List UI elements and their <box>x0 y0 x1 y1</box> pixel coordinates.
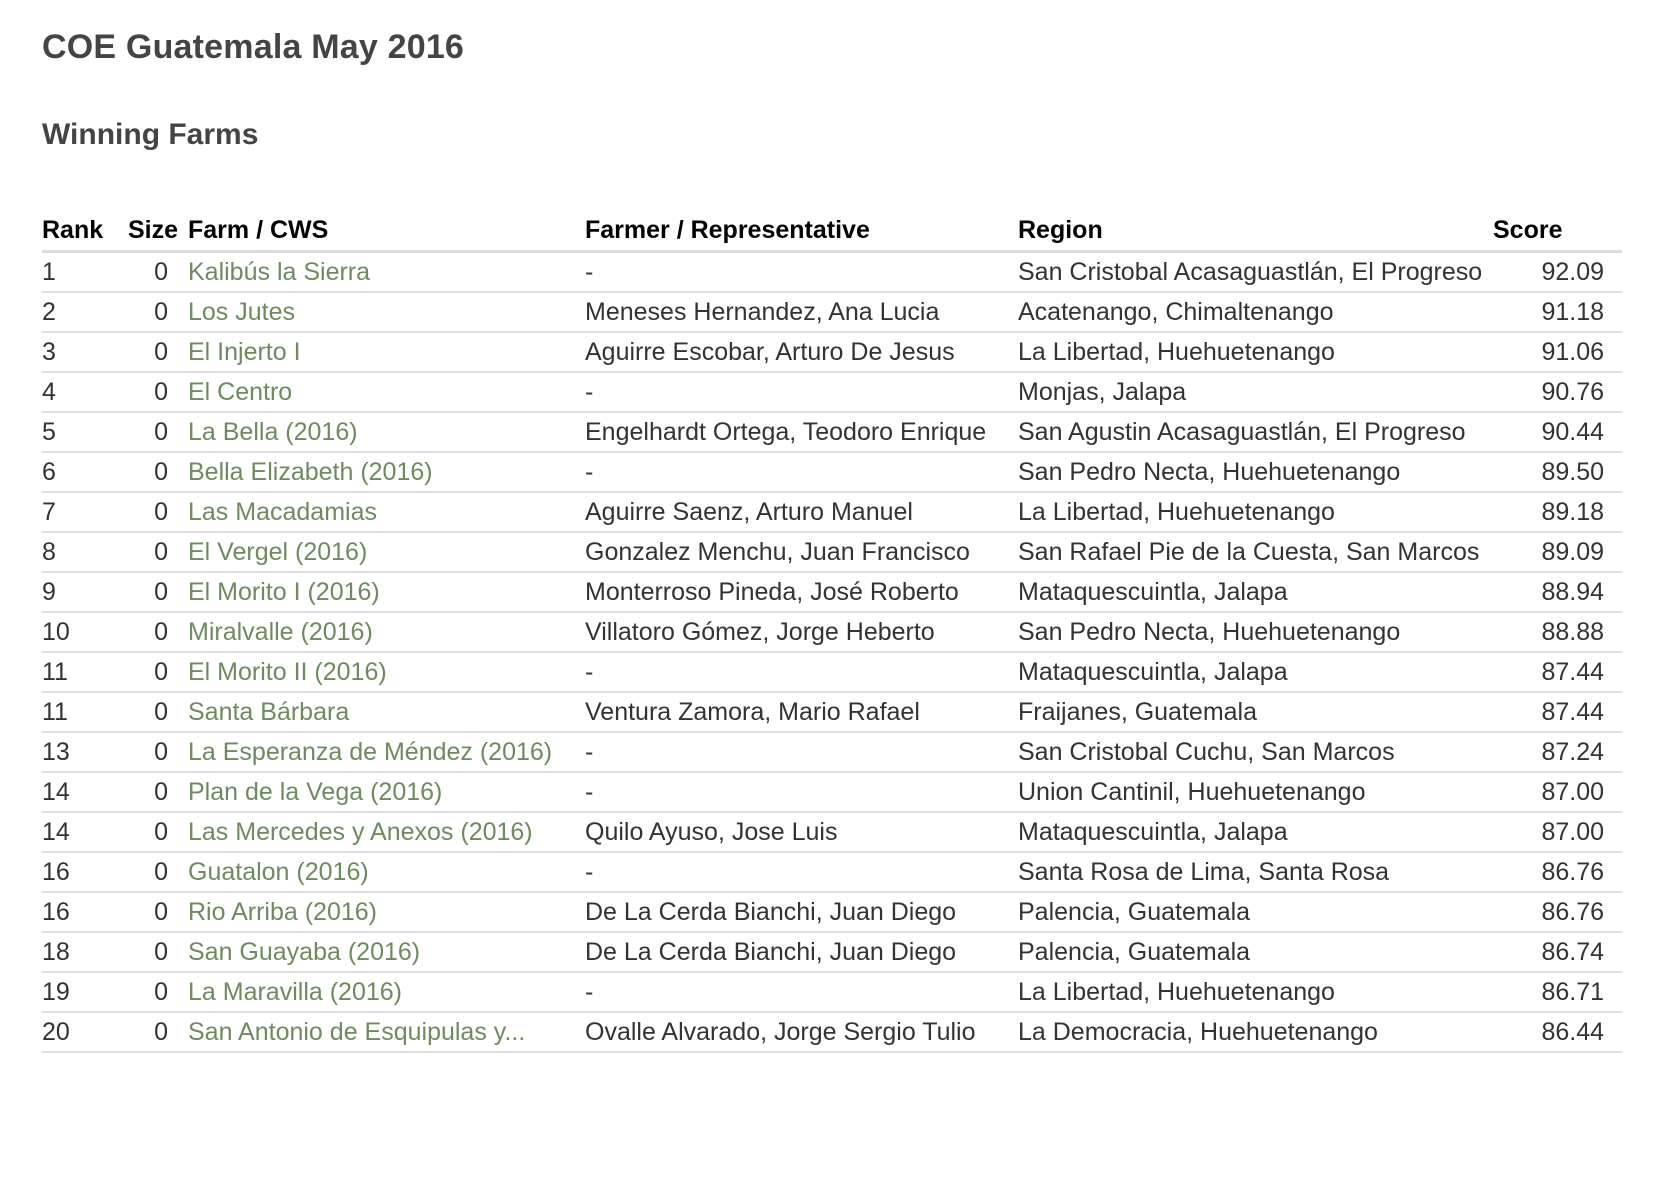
farmer-cell: Gonzalez Menchu, Juan Francisco <box>585 532 1018 572</box>
farm-link[interactable]: Plan de la Vega (2016) <box>188 778 443 806</box>
farm-link[interactable]: Santa Bárbara <box>188 698 350 726</box>
size-cell: 0 <box>128 732 188 772</box>
farm-link[interactable]: Las Macadamias <box>188 498 377 526</box>
farmer-cell: - <box>585 452 1018 492</box>
rank-cell: 7 <box>42 492 128 532</box>
score-cell: 90.76 <box>1493 372 1622 412</box>
region-cell: Santa Rosa de Lima, Santa Rosa <box>1018 852 1493 892</box>
score-cell: 91.06 <box>1493 332 1622 372</box>
score-column-header[interactable]: Score <box>1493 212 1622 252</box>
farm-link[interactable]: Los Jutes <box>188 298 296 326</box>
rank-cell: 1 <box>42 252 128 293</box>
region-column-header[interactable]: Region <box>1018 212 1493 252</box>
farm-link[interactable]: Las Mercedes y Anexos (2016) <box>188 818 533 846</box>
region-cell: San Cristobal Acasaguastlán, El Progreso <box>1018 252 1493 293</box>
size-cell: 0 <box>128 332 188 372</box>
farm-cell <box>188 732 585 772</box>
score-cell: 88.88 <box>1493 612 1622 652</box>
farmer-cell: De La Cerda Bianchi, Juan Diego <box>585 892 1018 932</box>
farmer-cell: - <box>585 732 1018 772</box>
rank-cell: 2 <box>42 292 128 332</box>
rank-cell: 11 <box>42 652 128 692</box>
size-cell: 0 <box>128 812 188 852</box>
rank-cell: 18 <box>42 932 128 972</box>
table-row <box>42 412 1622 452</box>
farm-cell <box>188 1012 585 1052</box>
score-cell: 90.44 <box>1493 412 1622 452</box>
farm-link[interactable]: Kalibús la Sierra <box>188 258 371 286</box>
table-row <box>42 972 1622 1012</box>
size-cell: 0 <box>128 892 188 932</box>
size-cell: 0 <box>128 532 188 572</box>
farm-link[interactable]: El Morito II (2016) <box>188 658 387 686</box>
rank-cell: 6 <box>42 452 128 492</box>
size-column-header[interactable]: Size <box>128 212 188 252</box>
region-cell: La Libertad, Huehuetenango <box>1018 332 1493 372</box>
rank-cell: 9 <box>42 572 128 612</box>
size-cell: 0 <box>128 852 188 892</box>
table-row <box>42 1012 1622 1052</box>
rank-cell: 19 <box>42 972 128 1012</box>
score-cell: 87.00 <box>1493 772 1622 812</box>
size-cell: 0 <box>128 692 188 732</box>
rank-cell: 16 <box>42 852 128 892</box>
size-cell: 0 <box>128 452 188 492</box>
farmer-cell: Villatoro Gómez, Jorge Heberto <box>585 612 1018 652</box>
region-cell: Fraijanes, Guatemala <box>1018 692 1493 732</box>
table-row <box>42 692 1622 732</box>
rank-column-header[interactable]: Rank <box>42 212 128 252</box>
table-row <box>42 332 1622 372</box>
size-cell: 0 <box>128 292 188 332</box>
farmer-cell: - <box>585 252 1018 293</box>
farm-cell <box>188 532 585 572</box>
region-cell: San Cristobal Cuchu, San Marcos <box>1018 732 1493 772</box>
farmer-cell: - <box>585 652 1018 692</box>
score-cell: 87.44 <box>1493 692 1622 732</box>
region-cell: Palencia, Guatemala <box>1018 932 1493 972</box>
size-cell: 0 <box>128 412 188 452</box>
farm-cell <box>188 492 585 532</box>
rank-cell: 20 <box>42 1012 128 1052</box>
table-row <box>42 572 1622 612</box>
table-row <box>42 612 1622 652</box>
farm-cell <box>188 572 585 612</box>
farmer-cell: Quilo Ayuso, Jose Luis <box>585 812 1018 852</box>
farm-cell <box>188 972 585 1012</box>
farm-cell <box>188 652 585 692</box>
table-row <box>42 852 1622 892</box>
size-cell: 0 <box>128 972 188 1012</box>
farmer-cell: - <box>585 852 1018 892</box>
page-title: COE Guatemala May 2016 <box>42 28 465 66</box>
score-cell: 87.00 <box>1493 812 1622 852</box>
table-row <box>42 652 1622 692</box>
score-cell: 87.24 <box>1493 732 1622 772</box>
score-cell: 86.71 <box>1493 972 1622 1012</box>
region-cell: Mataquescuintla, Jalapa <box>1018 652 1493 692</box>
farm-cell <box>188 452 585 492</box>
score-cell: 89.09 <box>1493 532 1622 572</box>
farmer-cell: Aguirre Escobar, Arturo De Jesus <box>585 332 1018 372</box>
farmer-cell: De La Cerda Bianchi, Juan Diego <box>585 932 1018 972</box>
region-cell: Monjas, Jalapa <box>1018 372 1493 412</box>
farmer-cell: - <box>585 372 1018 412</box>
size-cell: 0 <box>128 772 188 812</box>
table-row <box>42 812 1622 852</box>
farm-cell <box>188 692 585 732</box>
farm-link[interactable]: El Injerto I <box>188 338 301 366</box>
table-row <box>42 772 1622 812</box>
table-row <box>42 932 1622 972</box>
rank-cell: 14 <box>42 812 128 852</box>
farm-link[interactable]: Guatalon (2016) <box>188 858 369 886</box>
region-cell: La Libertad, Huehuetenango <box>1018 492 1493 532</box>
farmer-cell: Aguirre Saenz, Arturo Manuel <box>585 492 1018 532</box>
score-cell: 87.44 <box>1493 652 1622 692</box>
rank-cell: 13 <box>42 732 128 772</box>
rank-cell: 14 <box>42 772 128 812</box>
region-cell: Mataquescuintla, Jalapa <box>1018 812 1493 852</box>
region-cell: La Democracia, Huehuetenango <box>1018 1012 1493 1052</box>
table-row <box>42 252 1622 293</box>
rank-cell: 11 <box>42 692 128 732</box>
score-cell: 86.76 <box>1493 892 1622 932</box>
region-cell: La Libertad, Huehuetenango <box>1018 972 1493 1012</box>
farm-cell <box>188 892 585 932</box>
table-body <box>42 252 1622 1053</box>
farm-link[interactable]: El Centro <box>188 378 293 406</box>
farm-link[interactable]: Rio Arriba (2016) <box>188 898 377 926</box>
region-cell: San Pedro Necta, Huehuetenango <box>1018 452 1493 492</box>
score-cell: 88.94 <box>1493 572 1622 612</box>
score-cell: 89.18 <box>1493 492 1622 532</box>
rank-cell: 4 <box>42 372 128 412</box>
farm-cell <box>188 292 585 332</box>
table-row <box>42 452 1622 492</box>
size-cell: 0 <box>128 932 188 972</box>
results-table <box>42 212 1622 1053</box>
table-header <box>42 212 1622 252</box>
farmer-cell: Engelhardt Ortega, Teodoro Enrique <box>585 412 1018 452</box>
table-row <box>42 892 1622 932</box>
farm-link[interactable]: El Vergel (2016) <box>188 538 368 566</box>
farmer-cell: Ventura Zamora, Mario Rafael <box>585 692 1018 732</box>
table-row <box>42 732 1622 772</box>
size-cell: 0 <box>128 1012 188 1052</box>
farmer-cell: Monterroso Pineda, José Roberto <box>585 572 1018 612</box>
rank-cell: 5 <box>42 412 128 452</box>
farmer-column-header[interactable]: Farmer / Representative <box>585 212 1018 252</box>
score-cell: 92.09 <box>1493 252 1622 293</box>
farm-link[interactable]: Miralvalle (2016) <box>188 618 373 646</box>
size-cell: 0 <box>128 612 188 652</box>
rank-cell: 8 <box>42 532 128 572</box>
farm-link[interactable]: San Guayaba (2016) <box>188 938 421 966</box>
size-cell: 0 <box>128 252 188 293</box>
farmer-cell: - <box>585 772 1018 812</box>
region-cell: Palencia, Guatemala <box>1018 892 1493 932</box>
region-cell: Acatenango, Chimaltenango <box>1018 292 1493 332</box>
score-cell: 86.44 <box>1493 1012 1622 1052</box>
farm-link[interactable]: La Bella (2016) <box>188 418 358 446</box>
size-cell: 0 <box>128 652 188 692</box>
score-cell: 86.76 <box>1493 852 1622 892</box>
header-row <box>42 212 1622 252</box>
farm-column-header[interactable]: Farm / CWS <box>188 212 585 252</box>
farm-link[interactable]: Bella Elizabeth (2016) <box>188 458 433 486</box>
farm-link[interactable]: San Antonio de Esquipulas y... <box>188 1018 526 1046</box>
region-cell: San Pedro Necta, Huehuetenango <box>1018 612 1493 652</box>
farmer-cell: Meneses Hernandez, Ana Lucia <box>585 292 1018 332</box>
size-cell: 0 <box>128 372 188 412</box>
table-row <box>42 492 1622 532</box>
rank-cell: 3 <box>42 332 128 372</box>
table-row <box>42 292 1622 332</box>
farm-link[interactable]: La Esperanza de Méndez (2016) <box>188 738 553 766</box>
region-cell: San Agustin Acasaguastlán, El Progreso <box>1018 412 1493 452</box>
score-cell: 86.74 <box>1493 932 1622 972</box>
table-row <box>42 532 1622 572</box>
farm-cell <box>188 932 585 972</box>
farm-cell <box>188 812 585 852</box>
region-cell: Mataquescuintla, Jalapa <box>1018 572 1493 612</box>
farm-cell <box>188 252 585 293</box>
score-cell: 91.18 <box>1493 292 1622 332</box>
farmer-cell: - <box>585 972 1018 1012</box>
section-heading: Winning Farms <box>42 118 259 151</box>
rank-cell: 10 <box>42 612 128 652</box>
rank-cell: 16 <box>42 892 128 932</box>
region-cell: San Rafael Pie de la Cuesta, San Marcos <box>1018 532 1493 572</box>
score-cell: 89.50 <box>1493 452 1622 492</box>
size-cell: 0 <box>128 492 188 532</box>
farm-cell <box>188 852 585 892</box>
farm-cell <box>188 772 585 812</box>
farm-cell <box>188 412 585 452</box>
farm-cell <box>188 612 585 652</box>
farm-cell <box>188 372 585 412</box>
table-row <box>42 372 1622 412</box>
farmer-cell: Ovalle Alvarado, Jorge Sergio Tulio <box>585 1012 1018 1052</box>
farm-cell <box>188 332 585 372</box>
size-cell: 0 <box>128 572 188 612</box>
farm-link[interactable]: La Maravilla (2016) <box>188 978 402 1006</box>
region-cell: Union Cantinil, Huehuetenango <box>1018 772 1493 812</box>
farm-link[interactable]: El Morito I (2016) <box>188 578 380 606</box>
